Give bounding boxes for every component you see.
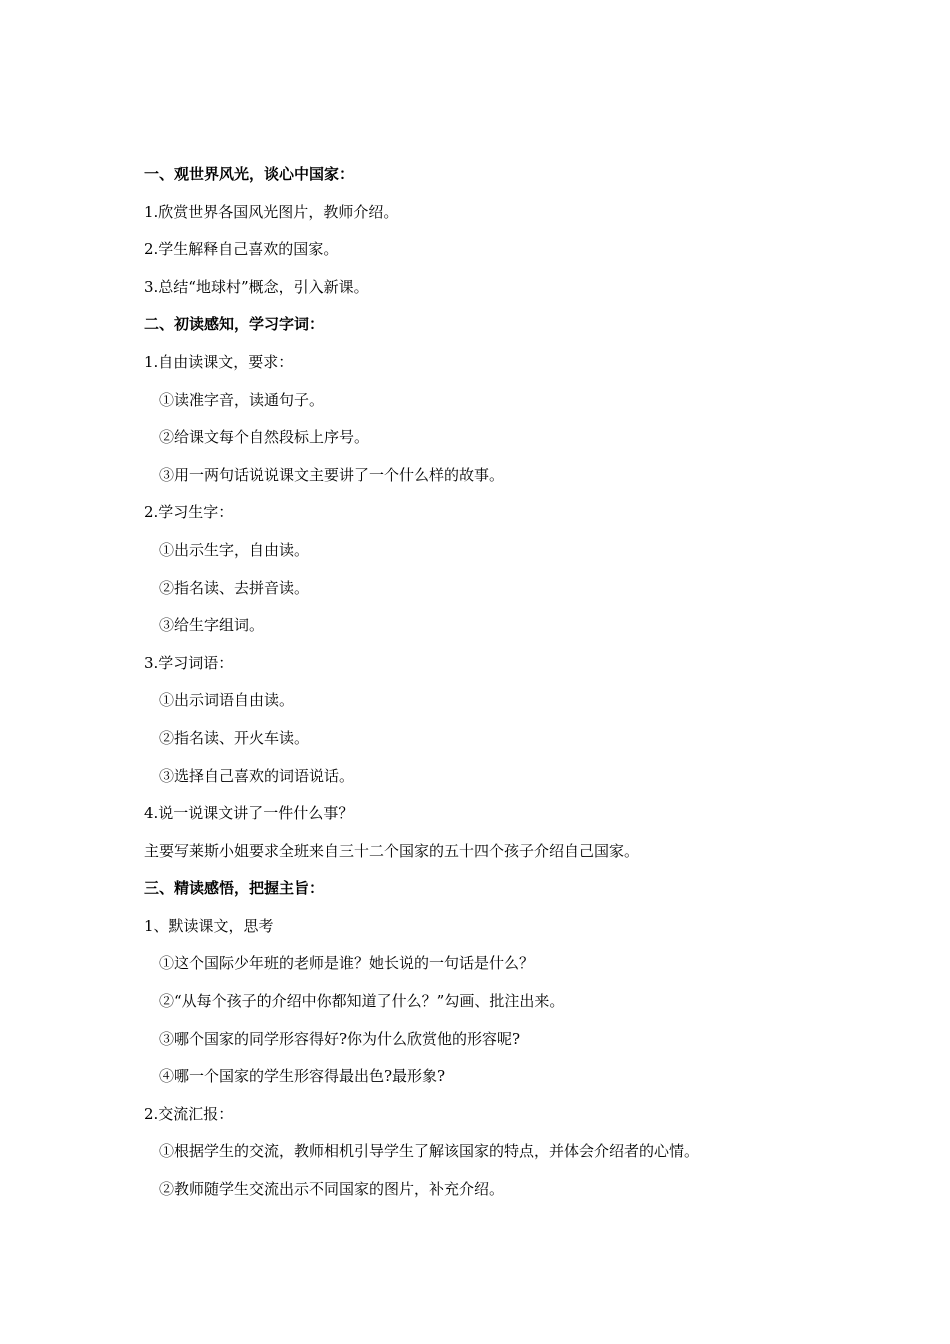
sub-item: ③选择自己喜欢的词语说话。 — [159, 766, 355, 785]
list-item: 2.学习生字： — [144, 503, 234, 522]
sub-item: ③用一两句话说说课文主要讲了一个什么样的故事。 — [159, 465, 505, 484]
sub-item: ④哪一个国家的学生形容得最出色?最形象? — [159, 1067, 446, 1086]
list-item: 1.自由读课文，要求： — [144, 352, 294, 371]
sub-item: ②“从每个孩子的介绍中你都知道了什么？”勾画、批注出来。 — [159, 992, 565, 1011]
list-item: 1、默读课文，思考 — [144, 916, 274, 935]
section-heading: 一、观世界风光，谈心中国家： — [144, 165, 355, 183]
list-item: 3.学习词语： — [144, 653, 234, 672]
list-item: 主要写莱斯小姐要求全班来自三十二个国家的五十四个孩子介绍自己国家。 — [144, 841, 640, 860]
sub-item: ①出示词语自由读。 — [159, 691, 295, 710]
list-item: 3.总结“地球村”概念，引入新课。 — [144, 277, 369, 296]
sub-item: ①这个国际少年班的老师是谁？她长说的一句话是什么？ — [159, 954, 535, 973]
list-item: 1.欣赏世界各国风光图片，教师介绍。 — [144, 202, 399, 221]
section-heading: 三、精读感悟，把握主旨： — [144, 879, 325, 898]
list-item: 2.学生解释自己喜欢的国家。 — [144, 240, 339, 259]
list-item: 2.交流汇报： — [144, 1104, 234, 1123]
sub-item: ③给生字组词。 — [159, 616, 265, 635]
sub-item: ③哪个国家的同学形容得好?你为什么欣赏他的形容呢? — [159, 1029, 521, 1048]
sub-item: ②指名读、去拼音读。 — [159, 578, 310, 597]
sub-item: ②指名读、开火车读。 — [159, 728, 310, 747]
document-body — [144, 163, 844, 1216]
sub-item: ①读准字音，读通句子。 — [159, 390, 325, 409]
sub-item: ②教师随学生交流出示不同国家的图片，补充介绍。 — [159, 1180, 505, 1199]
list-item: 4.说一说课文讲了一件什么事？ — [144, 804, 354, 823]
section-heading: 二、初读感知，学习字词： — [144, 315, 325, 334]
sub-item: ①根据学生的交流，教师相机引导学生了解该国家的特点，并体会介绍者的心情。 — [159, 1142, 700, 1161]
sub-item: ①出示生字，自由读。 — [159, 540, 310, 559]
sub-item: ②给课文每个自然段标上序号。 — [159, 428, 370, 447]
